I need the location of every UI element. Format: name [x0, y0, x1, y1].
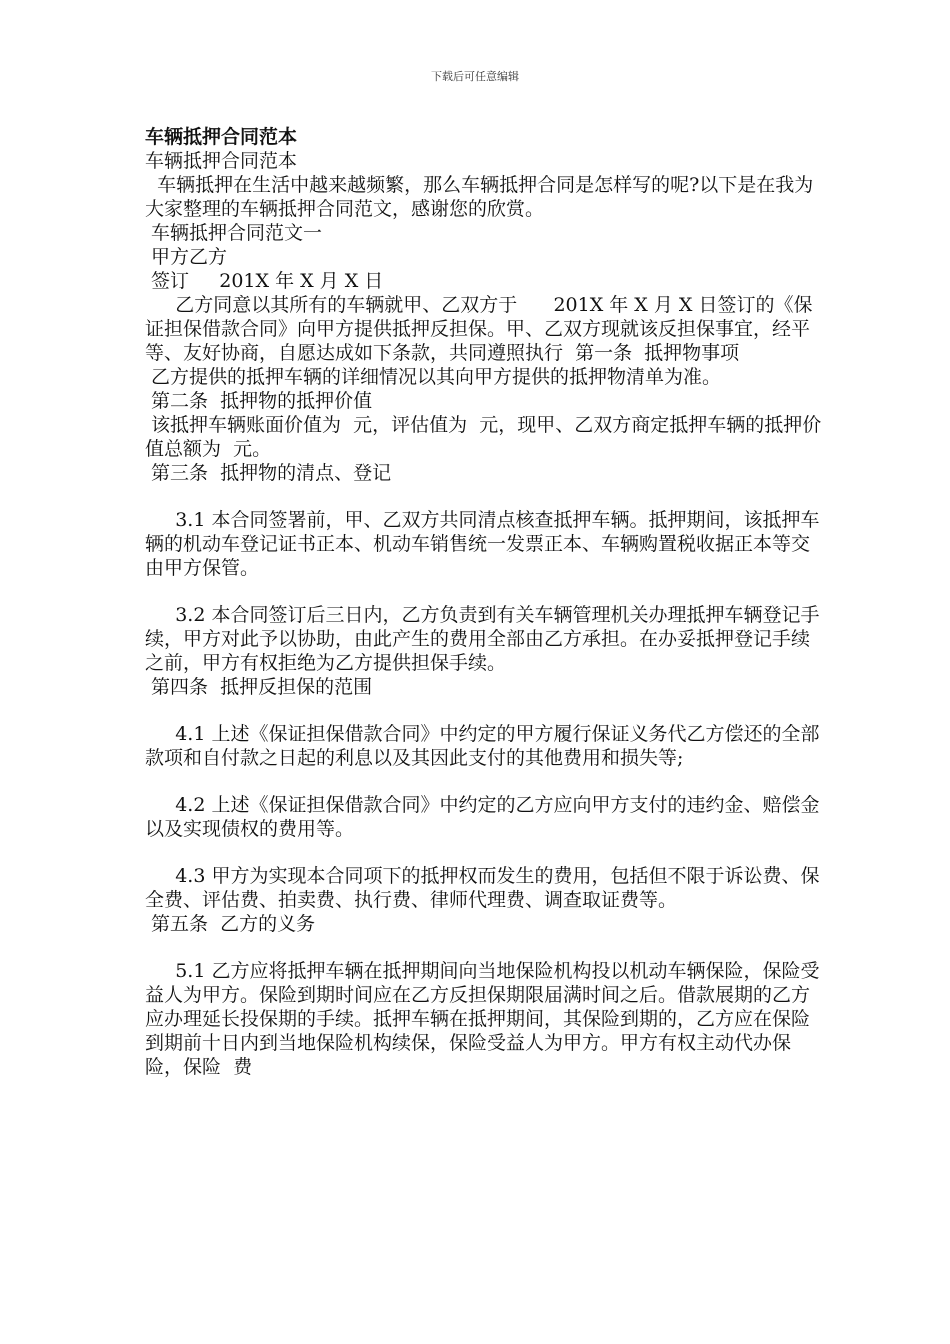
- article-4-2: 4.2 上述《保证担保借款合同》中约定的乙方应向甲方支付的违约金、赔偿金以及实现债权的费用等。: [145, 794, 820, 840]
- article-2-heading: 第二条 抵押物的抵押价值: [145, 390, 373, 412]
- article-4-heading: 第四条 抵押反担保的范围: [145, 676, 373, 698]
- article-1-text: 乙方提供的抵押车辆的详细情况以其向甲方提供的抵押物清单为准。: [145, 366, 722, 388]
- document-title: 车辆抵押合同范本: [145, 126, 298, 148]
- article-4-1: 4.1 上述《保证担保借款合同》中约定的甲方履行保证义务代乙方偿还的全部款项和自付款之日起的利息以及其因此支付的其他费用和损失等;: [145, 723, 820, 769]
- spacer: [145, 841, 825, 864]
- spacer: [145, 580, 825, 603]
- article-3-1: 3.1 本合同签署前，甲、乙双方共同清点核查抵押车辆。抵押期间，该抵押车辆的机动车登记证书正本、机动车销售统一发票正本、车辆购置税收据正本等交由甲方保管。: [145, 509, 820, 579]
- document-body: [145, 125, 825, 1079]
- parties-line: 甲方乙方: [145, 246, 228, 268]
- intro-paragraph: 车辆抵押在生活中越来越频繁，那么车辆抵押合同是怎样写的呢?以下是在我为大家整理的车辆抵押合同范文，感谢您的欣赏。: [145, 174, 814, 220]
- spacer: [145, 485, 825, 508]
- spacer: [145, 936, 825, 959]
- article-3-2: 3.2 本合同签订后三日内，乙方负责到有关车辆管理机关办理抵押车辆登记手续，甲方对此予以协助，由此产生的费用全部由乙方承担。在办妥抵押登记手续之前，甲方有权拒绝为乙方提供担保手续。: [145, 604, 820, 674]
- section-heading: 车辆抵押合同范文一: [145, 222, 323, 244]
- signed-date-line: 签订 201X 年 X 月 X 日: [145, 270, 384, 292]
- article-2-text: 该抵押车辆账面价值为 元，评估值为 元，现甲、乙双方商定抵押车辆的抵押价值总额为 元。: [145, 414, 822, 460]
- spacer: [145, 699, 825, 722]
- page-header-note: 下载后可任意编辑: [431, 70, 519, 83]
- article-5-1: 5.1 乙方应将抵押车辆在抵押期间向当地保险机构投以机动车辆保险，保险受益人为甲方。保险到期时间应在乙方反担保期限届满时间之后。借款展期的乙方应办理延长投保期的手续。抵押车辆在抵押期间，其保险到期的，乙方应在保险到期前十日内到当地保险机构续保，保险受益人为甲方。甲方有权主动代办保险，保险 费: [145, 960, 820, 1078]
- preamble-paragraph: 乙方同意以其所有的车辆就甲、乙双方于 201X 年 X 月 X 日签订的《保证担保借款合同》向甲方提供抵押反担保。甲、乙双方现就该反担保事宜，经平等、友好协商，自愿达成如下条款，共同遵照执行 第一条 抵押物事项: [145, 294, 813, 364]
- spacer: [145, 770, 825, 793]
- article-3-heading: 第三条 抵押物的清点、登记: [145, 462, 392, 484]
- document-subtitle: 车辆抵押合同范本: [145, 150, 298, 172]
- article-5-heading: 第五条 乙方的义务: [145, 913, 316, 935]
- article-4-3: 4.3 甲方为实现本合同项下的抵押权而发生的费用，包括但不限于诉讼费、保全费、评估费、拍卖费、执行费、律师代理费、调查取证费等。: [145, 865, 820, 911]
